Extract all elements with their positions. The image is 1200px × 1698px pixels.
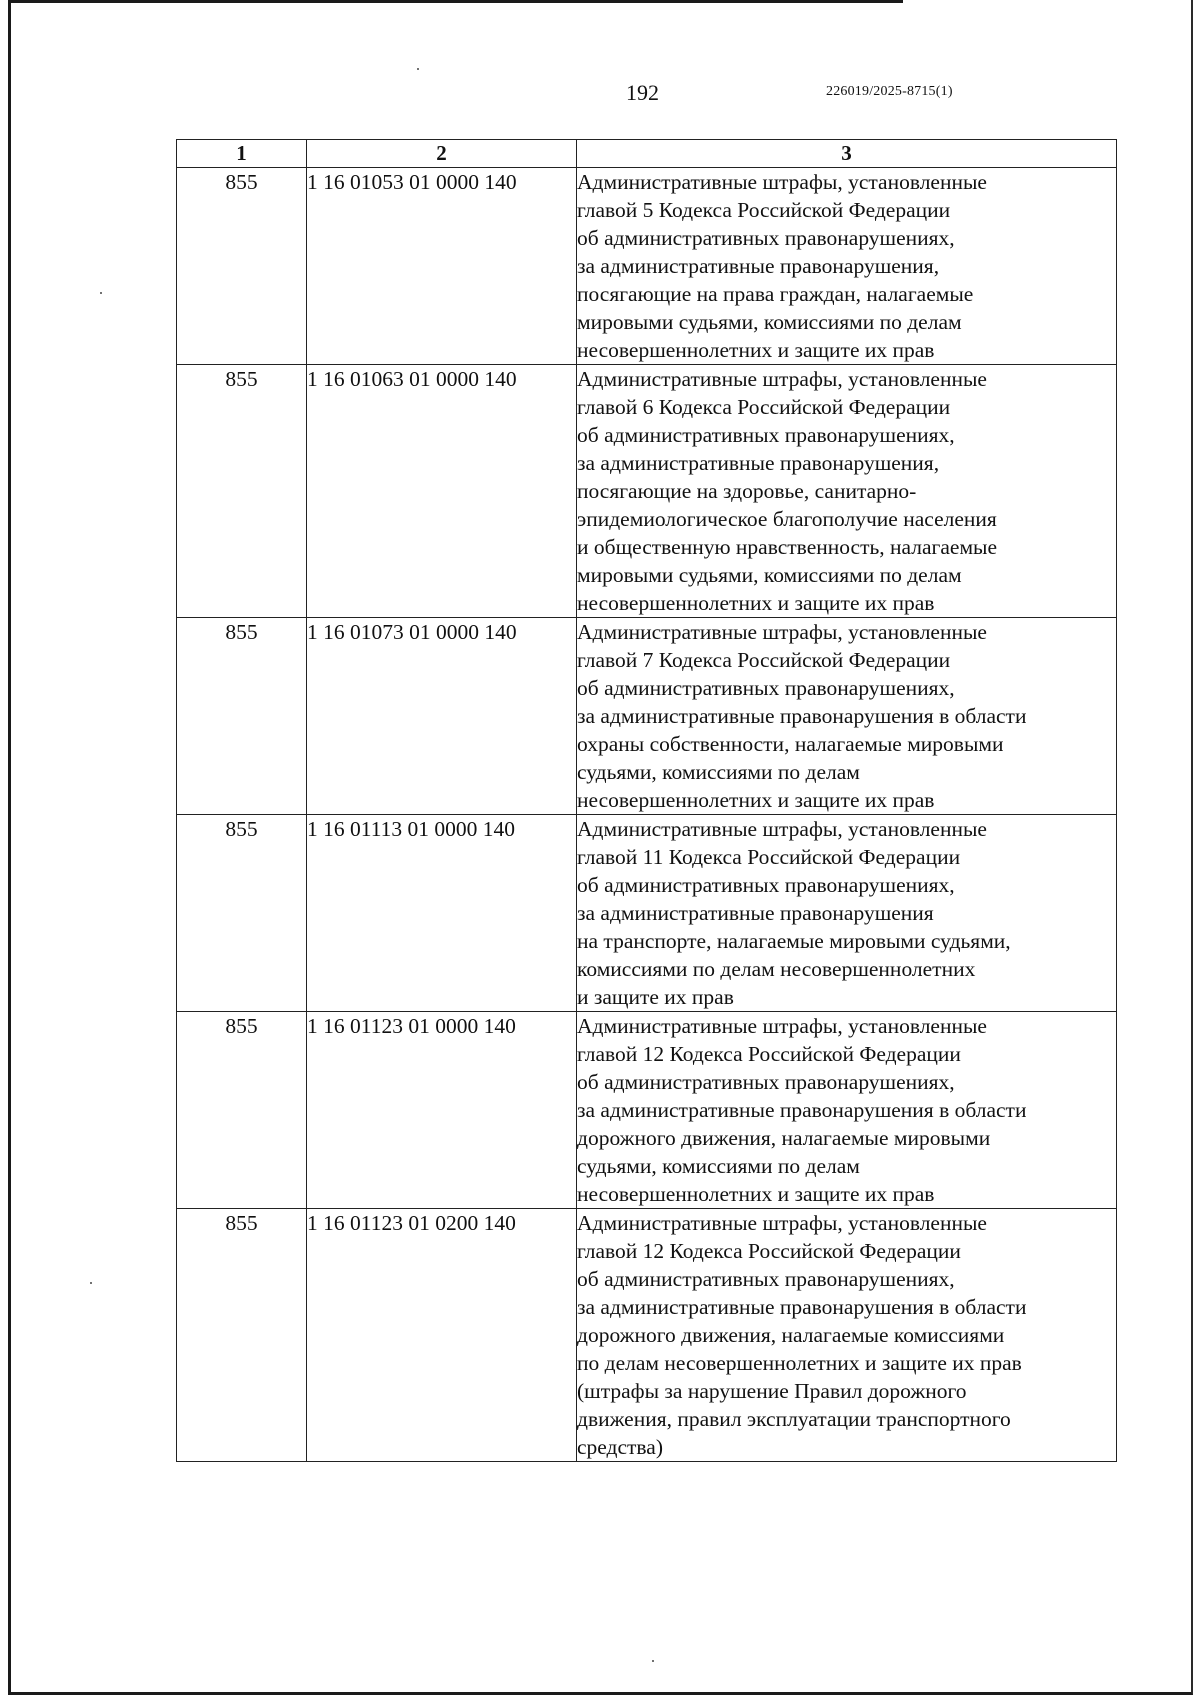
revenue-name-line: несовершеннолетних и защите их прав [577, 338, 935, 362]
revenue-code-cell: 1 16 01113 01 0000 140 [307, 815, 577, 1012]
revenue-name-line: об административных правонарушениях, [577, 1267, 955, 1291]
revenue-name-line: за административные правонарушения в области [577, 704, 1027, 728]
scan-speck [417, 68, 419, 70]
revenue-name-line: за административные правонарушения в области [577, 1295, 1027, 1319]
revenue-name-line: главой 5 Кодекса Российской Федерации [577, 198, 951, 222]
column-header-1: 1 [177, 140, 307, 168]
revenue-name-line: эпидемиологическое благополучие населения [577, 507, 997, 531]
revenue-name-line: и общественную нравственность, налагаемые [577, 535, 998, 559]
revenue-name-line: Административные штрафы, установленные [577, 1014, 987, 1038]
table-row [177, 815, 1117, 1012]
revenue-name-line: на транспорте, налагаемые мировыми судьями, [577, 929, 1011, 953]
revenue-name-line: об административных правонарушениях, [577, 226, 955, 250]
scan-speck [652, 1660, 654, 1662]
revenue-name-line: за административные правонарушения, [577, 254, 940, 278]
table-row [177, 618, 1117, 815]
revenue-code-cell: 1 16 01123 01 0000 140 [307, 1012, 577, 1209]
revenue-code-cell: 1 16 01053 01 0000 140 [307, 168, 577, 365]
revenue-name-line: и защите их прав [577, 985, 734, 1009]
revenue-name-line: за административные правонарушения [577, 901, 934, 925]
admin-code-cell: 855 [177, 168, 307, 365]
revenue-code-cell: 1 16 01123 01 0200 140 [307, 1209, 577, 1462]
revenue-name-line: мировыми судьями, комиссиями по делам [577, 563, 962, 587]
admin-code-cell: 855 [177, 365, 307, 618]
revenue-name-line: за административные правонарушения в области [577, 1098, 1027, 1122]
revenue-name-line: Административные штрафы, установленные [577, 367, 987, 391]
admin-code-cell: 855 [177, 815, 307, 1012]
revenue-code-cell: 1 16 01063 01 0000 140 [307, 365, 577, 618]
revenue-name-line: об административных правонарушениях, [577, 676, 955, 700]
revenue-name-line: по делам несовершеннолетних и защите их прав [577, 1351, 1022, 1375]
revenue-name-cell [577, 1012, 1117, 1209]
table-row [177, 168, 1117, 365]
table-row [177, 1012, 1117, 1209]
revenue-name-cell [577, 168, 1117, 365]
revenue-name-line: мировыми судьями, комиссиями по делам [577, 310, 962, 334]
revenue-name-line: главой 7 Кодекса Российской Федерации [577, 648, 951, 672]
revenue-name-line: судьями, комиссиями по делам [577, 1154, 860, 1178]
revenue-name-line: главой 6 Кодекса Российской Федерации [577, 395, 951, 419]
revenue-name-cell [577, 618, 1117, 815]
table-row [177, 1209, 1117, 1462]
document-reference: 226019/2025-8715(1) [826, 84, 953, 99]
scan-speck [90, 1282, 92, 1284]
column-header-3: 3 [577, 140, 1117, 168]
table-header-row [177, 140, 1117, 168]
revenue-name-line: об административных правонарушениях, [577, 1070, 955, 1094]
revenue-name-cell [577, 815, 1117, 1012]
revenue-name-line: несовершеннолетних и защите их прав [577, 788, 935, 812]
revenue-name-line: Административные штрафы, установленные [577, 620, 987, 644]
revenue-name-line: Административные штрафы, установленные [577, 1211, 987, 1235]
revenue-name-line: комиссиями по делам несовершеннолетних [577, 957, 976, 981]
page-number: 192 [626, 80, 659, 105]
admin-code-cell: 855 [177, 1012, 307, 1209]
revenue-name-line: Административные штрафы, установленные [577, 817, 987, 841]
revenue-name-line: Административные штрафы, установленные [577, 170, 987, 194]
revenue-name-line: посягающие на права граждан, налагаемые [577, 282, 974, 306]
admin-code-cell: 855 [177, 618, 307, 815]
revenue-name-line: главой 12 Кодекса Российской Федерации [577, 1239, 961, 1263]
revenue-code-cell: 1 16 01073 01 0000 140 [307, 618, 577, 815]
revenue-name-line: несовершеннолетних и защите их прав [577, 591, 935, 615]
revenue-name-line: об административных правонарушениях, [577, 423, 955, 447]
revenue-name-line: дорожного движения, налагаемые комиссиями [577, 1323, 1005, 1347]
revenue-name-line: охраны собственности, налагаемые мировыми [577, 732, 1004, 756]
revenue-name-line: дорожного движения, налагаемые мировыми [577, 1126, 991, 1150]
revenue-name-line: посягающие на здоровье, санитарно- [577, 479, 917, 503]
revenue-name-line: главой 11 Кодекса Российской Федерации [577, 845, 961, 869]
revenue-name-line: движения, правил эксплуатации транспортного [577, 1407, 1011, 1431]
column-header-2: 2 [307, 140, 577, 168]
revenue-name-line: (штрафы за нарушение Правил дорожного [577, 1379, 967, 1403]
revenue-name-line: об административных правонарушениях, [577, 873, 955, 897]
revenue-name-line: за административные правонарушения, [577, 451, 940, 475]
revenue-name-line: главой 12 Кодекса Российской Федерации [577, 1042, 961, 1066]
admin-code-cell: 855 [177, 1209, 307, 1462]
revenue-name-line: средства) [577, 1435, 663, 1459]
revenue-codes-table [176, 139, 1117, 1462]
table-row [177, 365, 1117, 618]
revenue-name-line: судьями, комиссиями по делам [577, 760, 860, 784]
revenue-name-line: несовершеннолетних и защите их прав [577, 1182, 935, 1206]
revenue-name-cell [577, 365, 1117, 618]
table-body [177, 168, 1117, 1462]
revenue-name-cell [577, 1209, 1117, 1462]
scan-speck [100, 292, 102, 294]
